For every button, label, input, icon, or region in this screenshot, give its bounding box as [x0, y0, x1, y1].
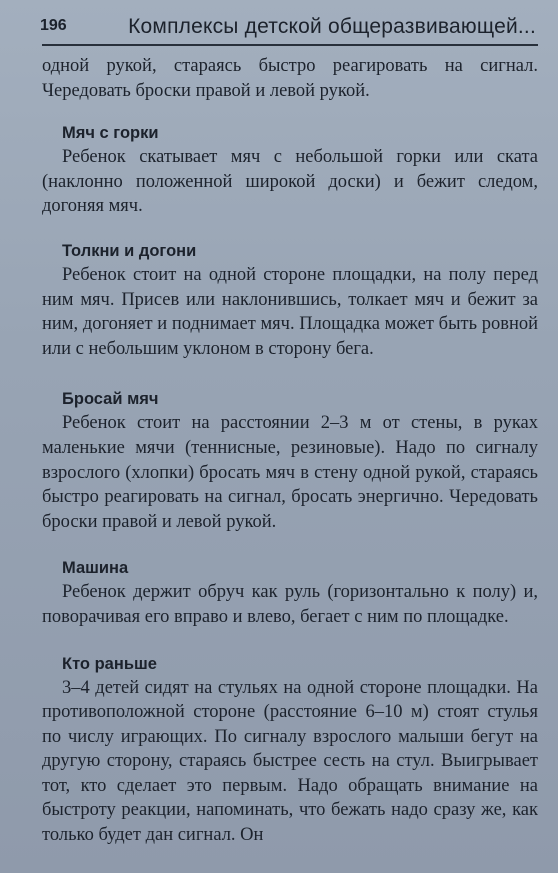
section-title: Толкни и догони [62, 241, 197, 260]
section-text: Ребенок стоит на одной стороне площадки, на полу перед ним мяч. Присев или наклонившись, толкает мяч и бежит за ним, догоняет и поднимает мяч. Площадка может быть ровной или с небольшим уклоном в сторону бега. [42, 264, 538, 359]
running-title: Комплексы детской общеразвивающей... [128, 15, 536, 38]
section-text: Ребенок скатывает мяч с небольшой горки или ската (наклонно положенной широкой доски) и бежит следом, догоняя мяч. [42, 147, 538, 217]
page-number: 196 [40, 17, 67, 34]
section-text: Ребенок стоит на расстоянии 2–3 м от стены, в руках маленькие мячи (теннисные, резиновые). Надо по сигналу взрослого (хлопки) бросать мяч в стену одной рукой, стараясь быстро реагировать на сигнал, бросать энергично. Чередовать броски правой и левой рукой. [42, 413, 538, 532]
section-text: Ребенок держит обруч как руль (горизонтально к полу) и, поворачивая его вправо и влево, бегает с ним по площадке. [42, 582, 538, 627]
section-text: 3–4 детей сидят на стульях на одной стороне площадки. На противоположной стороне (расстояние 6–10 м) стоят стулья по числу играющих. По сигналу взрослого малыши бегут на другую сторону, стараясь быстрее сесть на стул. Выигрывает тот, кто сделает это первым. Надо обращать внимание на быстроту реакции, напоминать, что бежать надо сразу же, как только будет дан сигнал. Он [42, 677, 538, 846]
page-body [42, 54, 538, 848]
section-mjach-s-gorki [42, 121, 538, 219]
section-title: Кто раньше [62, 654, 157, 673]
page-header [42, 0, 538, 46]
section-tolkni-i-dogoni [42, 239, 538, 361]
section-brosaj-mjach [42, 387, 538, 534]
section-title: Бросай мяч [62, 390, 159, 409]
continued-paragraph: одной рукой, стараясь быстро реагировать на сигнал. Чередовать броски правой и левой рукой. [42, 56, 538, 101]
section-mashina [42, 556, 538, 629]
section-title: Мяч с горки [62, 124, 159, 143]
section-title: Машина [62, 559, 129, 578]
section-kto-ranshe [42, 652, 538, 848]
